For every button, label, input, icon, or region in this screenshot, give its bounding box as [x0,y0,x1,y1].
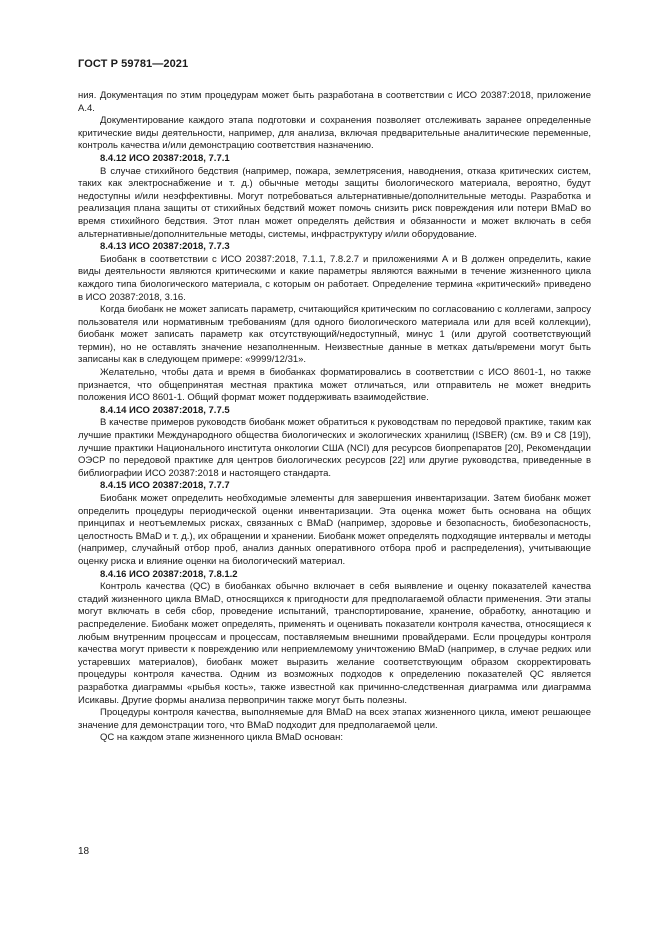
paragraph: QC на каждом этапе жизненного цикла BMaD основан: [100,732,343,744]
paragraph: В качестве примеров руководств биобанк может обратиться к руководствам по передовой практике, таким как лучшие практики Международного общества биологических и экологических хранилищ (ISBER) (см. B9 и C8 [19]), лучшие практики Национального института онкологии США (NCI) для ресурсов биопрепаратов [20], Рекомендации ОЭСР по передовой практике для центров биологических ресурсов [22] или другие руководства, приведенные в библиографии ИСО 20387:2018 и настоящего стандарта. [78,417,591,479]
paragraph: Когда биобанк не может записать параметр, считающийся критическим по согласованию с коллегами, запросу пользователя или нормативным требованиям (для одного биологического материала или для всей коллекции), биобанк может записать параметр как отсутствующий/недоступный, минус 1 (или другой соответствующий термин), но не оставлять значение незаполненным. Неизвестные данные в метках даты/времени могут быть записаны как в следующем примере: «9999/12/31». [78,304,591,366]
section-heading: 8.4.16 ИСО 20387:2018, 7.8.1.2 [100,568,238,580]
paragraph: Биобанк в соответствии с ИСО 20387:2018, 7.1.1, 7.8.2.7 и приложениями А и В должен определить, какие виды деятельности являются критическими и какие параметры являются важными в течение жизненного цикла каждого типа биологического материала, с которым он работает. Определение термина «критический» приведено в ИСО 20387:2018, 3.16. [78,253,591,303]
page-number: 18 [78,846,90,857]
paragraph: В случае стихийного бедствия (например, пожара, землетрясения, наводнения, отказа критических систем, таких как электроснабжение и т. д.) обычные методы защиты биологического материала, вероятно, будут недоступны и/или неэффективны. Могут потребоваться альтернативные/дополнительные методы. Разработка и реализация плана защиты от стихийных бедствий может помочь снизить риск повреждения или потери BMaD во время стихийного бедствия. Этот план может определять действия и обязанности и может включать в себя альтернативные/дополнительные методы, системы, инфраструктуру и/или оборудование. [78,165,591,240]
section-heading: 8.4.14 ИСО 20387:2018, 7.7.5 [100,404,230,416]
paragraph: Желательно, чтобы дата и время в биобанках форматировались в соответствии с ИСО 8601-1, но также признается, что общепринятая местная практика может отличаться, или отправитель не может внедрить положения ИСО 8601-1. Общий формат может поддерживать взаимодействие. [78,367,591,404]
paragraph: Процедуры контроля качества, выполняемые для BMaD на всех этапах жизненного цикла, имеют решающее значение для демонстрации того, что BMaD подходит для предполагаемой цели. [78,707,591,731]
paragraph: ния. Документация по этим процедурам может быть разработана в соответствии с ИСО 20387:2018, приложение А.4. [78,90,591,114]
paragraph: Биобанк может определить необходимые элементы для завершения инвентаризации. Затем биобанк может определить процедуры периодической оценки инвентаризации. Эта оценка может быть основана на общих принципах и неотъемлемых рисках, связанных с BMaD (например, здоровье и безопасность, биобезопасность, целостность BMaD и т. д.), их обращении и хранении. Биобанк может определять подходящие интервалы и методы (например, случайный отбор проб, анализ данных оперативного отбора проб и распределения), учитывающие оценку риска и влияние оценки на биологический материал. [78,493,591,567]
document-header: ГОСТ Р 59781—2021 [78,58,189,70]
paragraph: Контроль качества (QC) в биобанках обычно включает в себя выявление и оценку показателей качества стадий жизненного цикла BMaD, относящихся к пригодности для предполагаемой области применения. Эти этапы могут включать в себя сбор, проведение испытаний, транспортирование, хранение, обработку, аннотацию и распределение. Биобанк может определять, применять и оценивать показатели контроля качества, относящиеся к любым внутренним процессам и процессам, поставляемым внешними провайдерами. Если процедуры контроля качества могут привести к повреждению или неприемлемому уничтожению BMaD (например, в случае редких или устаревших материалов), биобанк может выразить желание соответствующим образом скорректировать процедуры контроля качества. Одним из возможных подходов к определению показателей QC является разработка диаграммы «рыбья кость», также известной как причинно-следственная диаграмма или диаграмма Исикавы. Другие формы анализа первопричин также могут быть полезны. [78,581,591,706]
section-heading: 8.4.12 ИСО 20387:2018, 7.7.1 [100,152,230,164]
section-heading: 8.4.15 ИСО 20387:2018, 7.7.7 [100,480,230,492]
document-body [78,90,591,745]
paragraph: Документирование каждого этапа подготовки и сохранения позволяет отслеживать заранее определенные критические виды деятельности, например, для анализа, включая предварительные аналитические переменные, контроль качества и/или демонстрацию соответствия назначению. [78,115,591,152]
section-heading: 8.4.13 ИСО 20387:2018, 7.7.3 [100,241,230,253]
